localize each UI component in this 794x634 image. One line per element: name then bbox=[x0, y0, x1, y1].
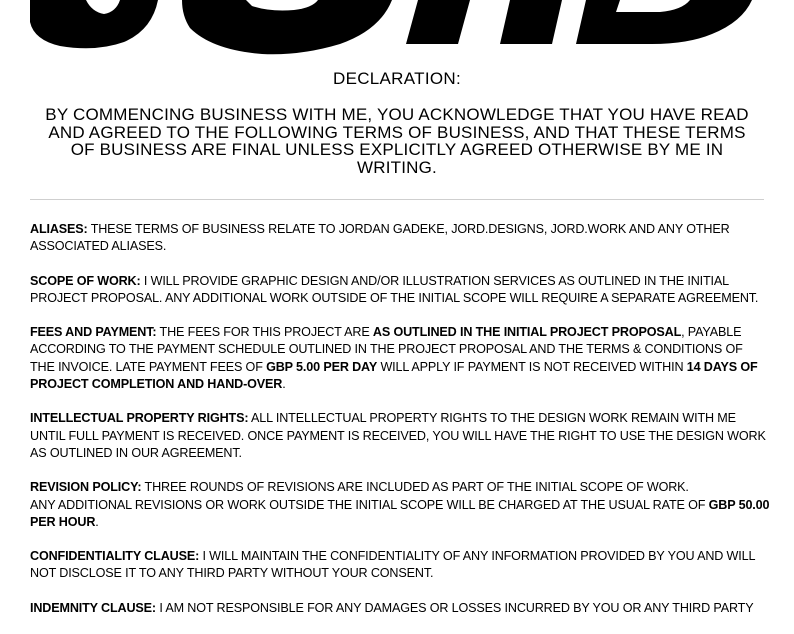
term-text: I WILL MAINTAIN THE CONFIDENTIALITY OF ANY INFORMATION PROVIDED BY YOU AND WILL NOT DISCLOSE IT TO ANY THIRD PARTY WITHOUT YOUR CONSENT. bbox=[30, 549, 755, 581]
term-text: ALL INTELLECTUAL PROPERTY RIGHTS TO THE DESIGN WORK REMAIN WITH ME UNTIL FULL PAYMENT IS RECEIVED. ONCE PAYMENT IS RECEIVED, YOU WILL HAVE THE RIGHT TO USE THE DESIGN WORK AS OUTLINED IN OUR AGREEMENT. bbox=[30, 411, 766, 460]
term-scope bbox=[30, 273, 770, 308]
terms-list bbox=[30, 221, 770, 634]
term-emphasis: GBP 50.00 PER HOUR bbox=[30, 497, 770, 529]
declaration-title: DECLARATION: bbox=[333, 69, 461, 88]
term-text: I WILL PROVIDE GRAPHIC DESIGN AND/OR ILLUSTRATION SERVICES AS OUTLINED IN THE INITIAL PROJECT PROPOSAL. ANY ADDITIONAL WORK OUTSIDE OF THE INITIAL SCOPE WILL REQUIRE A SEPARATE AGREEMENT. bbox=[30, 273, 759, 305]
divider bbox=[30, 199, 764, 200]
term-label: FEES AND PAYMENT: bbox=[30, 325, 157, 340]
term-confidentiality bbox=[30, 548, 770, 583]
term-text: , PAYABLE ACCORDING TO THE PAYMENT SCHEDULE OUTLINED IN THE PROJECT PROPOSAL AND THE TERMS & CONDITIONS OF THE INVOICE. LATE PAYMENT FEES OF bbox=[30, 325, 743, 374]
term-revision bbox=[30, 479, 770, 531]
term-fees bbox=[30, 324, 770, 393]
term-label: CONFIDENTIALITY CLAUSE: bbox=[30, 549, 200, 564]
term-text: THE FEES FOR THIS PROJECT ARE bbox=[156, 325, 373, 340]
term-ip bbox=[30, 410, 770, 462]
term-indemnity bbox=[30, 600, 770, 617]
term-emphasis: GBP 5.00 PER DAY bbox=[266, 359, 378, 374]
jord-logo bbox=[0, 0, 794, 60]
term-label: INTELLECTUAL PROPERTY RIGHTS: bbox=[30, 411, 249, 426]
term-emphasis: 14 DAYS OF PROJECT COMPLETION AND HAND-OVER bbox=[30, 359, 758, 392]
term-emphasis: AS OUTLINED IN THE INITIAL PROJECT PROPOSAL bbox=[372, 325, 682, 340]
term-label: INDEMNITY CLAUSE: bbox=[30, 600, 156, 615]
term-text: WILL APPLY IF PAYMENT IS NOT RECEIVED WITHIN bbox=[377, 359, 687, 374]
term-text: I AM NOT RESPONSIBLE FOR ANY DAMAGES OR LOSSES INCURRED BY YOU OR ANY THIRD PARTY bbox=[155, 600, 754, 615]
term-text: . bbox=[95, 514, 99, 529]
term-text: THESE TERMS OF BUSINESS RELATE TO JORDAN GADEKE, JORD.DESIGNS, JORD.WORK AND ANY OTHER ASSOCIATED ALIASES. bbox=[30, 222, 730, 254]
term-label: ALIASES: bbox=[30, 222, 88, 236]
term-text: THREE ROUNDS OF REVISIONS ARE INCLUDED AS PART OF THE INITIAL SCOPE OF WORK. bbox=[141, 480, 689, 495]
term-text: . bbox=[282, 377, 286, 392]
term-text: ANY ADDITIONAL REVISIONS OR WORK OUTSIDE THE INITIAL SCOPE WILL BE CHARGED AT THE USUAL RATE OF bbox=[30, 497, 709, 512]
term-aliases bbox=[30, 221, 770, 256]
declaration-body: BY COMMENCING BUSINESS WITH ME, YOU ACKNOWLEDGE THAT YOU HAVE READ AND AGREED TO THE FOLLOWING TERMS OF BUSINESS, AND THAT THESE TERMS OF BUSINESS ARE FINAL UNLESS EXPLICITLY AGREED OTHERWISE BY ME IN WRITING. bbox=[45, 105, 749, 177]
term-label: REVISION POLICY: bbox=[30, 480, 142, 495]
term-label: SCOPE OF WORK: bbox=[30, 273, 141, 288]
